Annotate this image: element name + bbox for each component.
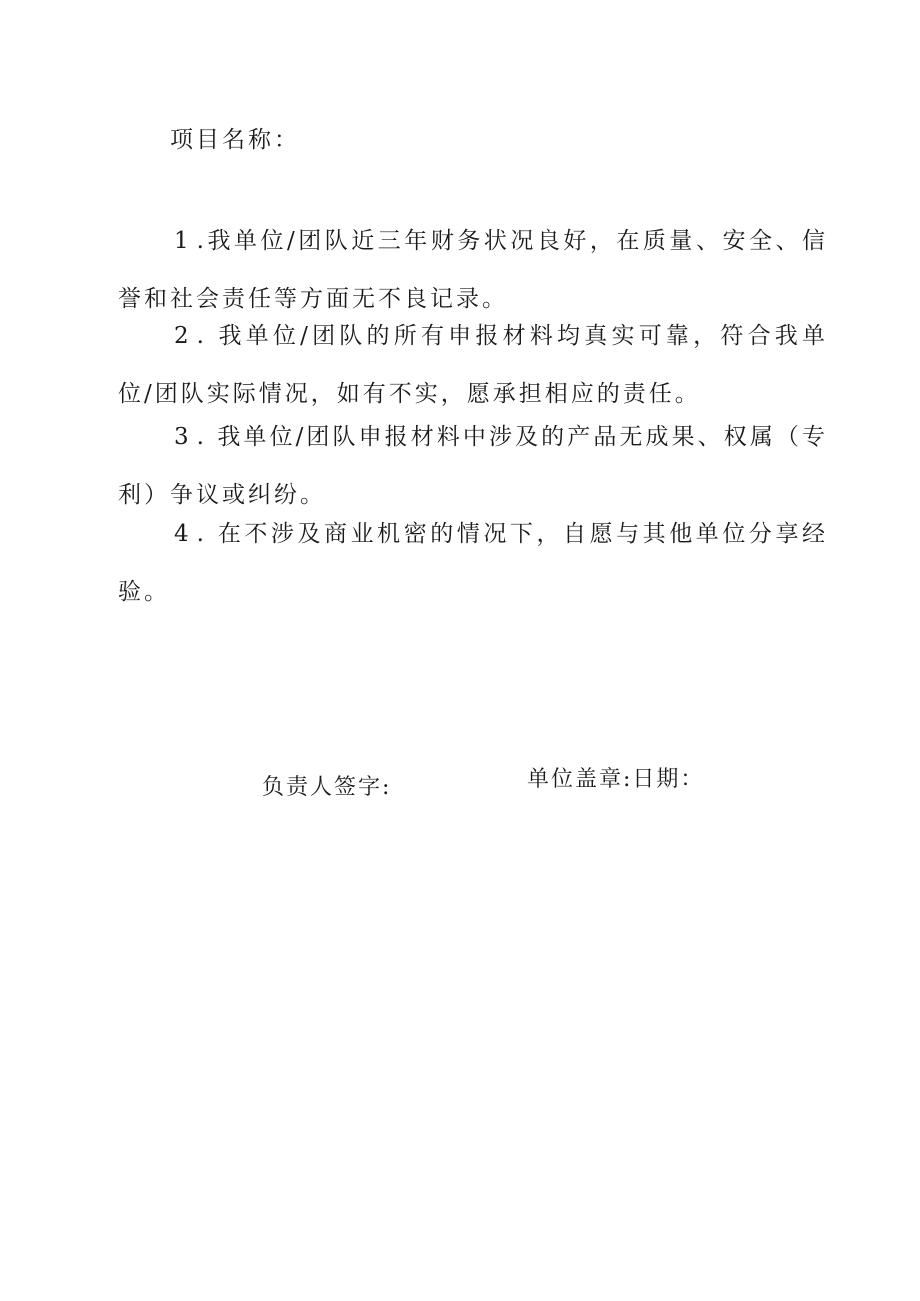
seal-date-label: 单位盖章:日期：	[527, 767, 705, 792]
item-number: 2	[174, 323, 197, 349]
commitment-item-4	[118, 505, 828, 621]
item-number: 4	[174, 521, 197, 547]
signature-row	[0, 760, 920, 800]
item-text: .我单位/团队近三年财务状况良好，在质量、安全、信誉和社会责任等方面无不良记录。	[118, 228, 828, 312]
commitment-item-2	[118, 307, 828, 423]
signature-label: 负责人签字:	[262, 775, 392, 800]
item-number: 3	[174, 424, 197, 450]
item-number: 1	[174, 228, 197, 254]
item-text: . 我单位/团队申报材料中涉及的产品无成果、权属（专利）争议或纠纷。	[118, 424, 828, 508]
item-text: . 在不涉及商业机密的情况下，自愿与其他单位分享经验。	[118, 521, 828, 605]
project-name-label: 项目名称：	[170, 127, 300, 153]
item-text: . 我单位/团队的所有申报材料均真实可靠，符合我单位/团队实际情况，如有不实，愿承担相应的责任。	[118, 323, 828, 407]
